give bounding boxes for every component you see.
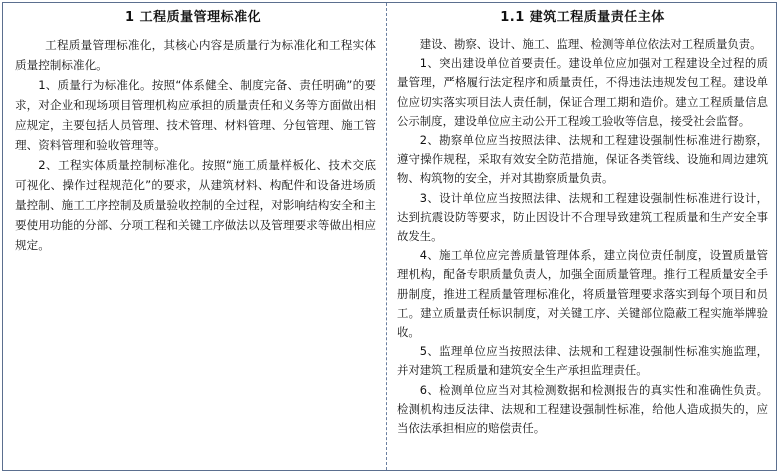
right-paragraph-4: 4、施工单位应完善质量管理体系，建立岗位责任制度，设置质量管理机构，配备专职质量负责人，加强全面质量管理。推行工程质量安全手册制度，推进工程质量管理标准化，将质量管理要求落实到每个项目和员工。建立质量责任标识制度，对关键工序、关键部位隐蔽工程实施举牌验收。 — [397, 248, 768, 340]
right-section-title: 1.1 建筑工程质量责任主体 — [500, 10, 665, 25]
right-column — [387, 3, 776, 470]
left-paragraph-1: 1、质量行为标准化。按照“体系健全、制度完备、责任明确”的要求，对企业和现场项目管理机构应承担的质量责任和义务等方面做出相应规定，主要包括人员管理、技术管理、材料管理、分包管理、施工管理、资料管理和验收管理等。 — [15, 78, 376, 152]
right-paragraph-intro: 建设、勘察、设计、施工、监理、检测等单位依法对工程质量负责。 — [419, 37, 762, 51]
content-table — [2, 2, 777, 471]
right-paragraph-2: 2、勘察单位应当按照法律、法规和工程建设强制性标准进行勘察，遵守操作规程，采取有效安全防范措施，保证各类管线、设施和周边建筑物、构筑物的安全，并对其勘察质量负责。 — [397, 133, 768, 186]
right-paragraph-5: 5、监理单位应当按照法律、法规和工程建设强制性标准实施监理，并对建筑工程质量和建筑安全生产承担监理责任。 — [397, 344, 768, 378]
left-column — [3, 3, 387, 470]
left-paragraph-intro: 工程质量管理标准化，其核心内容是质量行为标准化和工程实体质量控制标准化。 — [15, 38, 376, 72]
left-section-title: 1 工程质量管理标准化 — [125, 10, 262, 25]
right-paragraph-1: 1、突出建设单位首要责任。建设单位应加强对工程建设全过程的质量管理，严格履行法定程序和质量责任，不得违法违规发包工程。建设单位应切实落实项目法人责任制，保证合理工期和造价。建立工程质量信息公示制度，建设单位应主动公开工程竣工验收等信息，接受社会监督。 — [397, 56, 768, 128]
right-paragraph-6: 6、检测单位应当对其检测数据和检测报告的真实性和准确性负责。检测机构违反法律、法规和工程建设强制性标准，给他人造成损失的，应当依法承担相应的赔偿责任。 — [397, 382, 768, 436]
left-paragraph-2: 2、工程实体质量控制标准化。按照“施工质量样板化、技术交底可视化、操作过程规范化”的要求，从建筑材料、构配件和设备进场质量控制、施工工序控制及质量验收控制的全过程，对影响结构安全和主要使用功能的分部、分项工程和关键工序做法以及管理要求等做出相应规定。 — [15, 158, 376, 252]
right-paragraph-3: 3、设计单位应当按照法律、法规和工程建设强制性标准进行设计，达到抗震设防等要求，防止因设计不合理导致建筑工程质量和生产安全事故发生。 — [397, 190, 768, 244]
